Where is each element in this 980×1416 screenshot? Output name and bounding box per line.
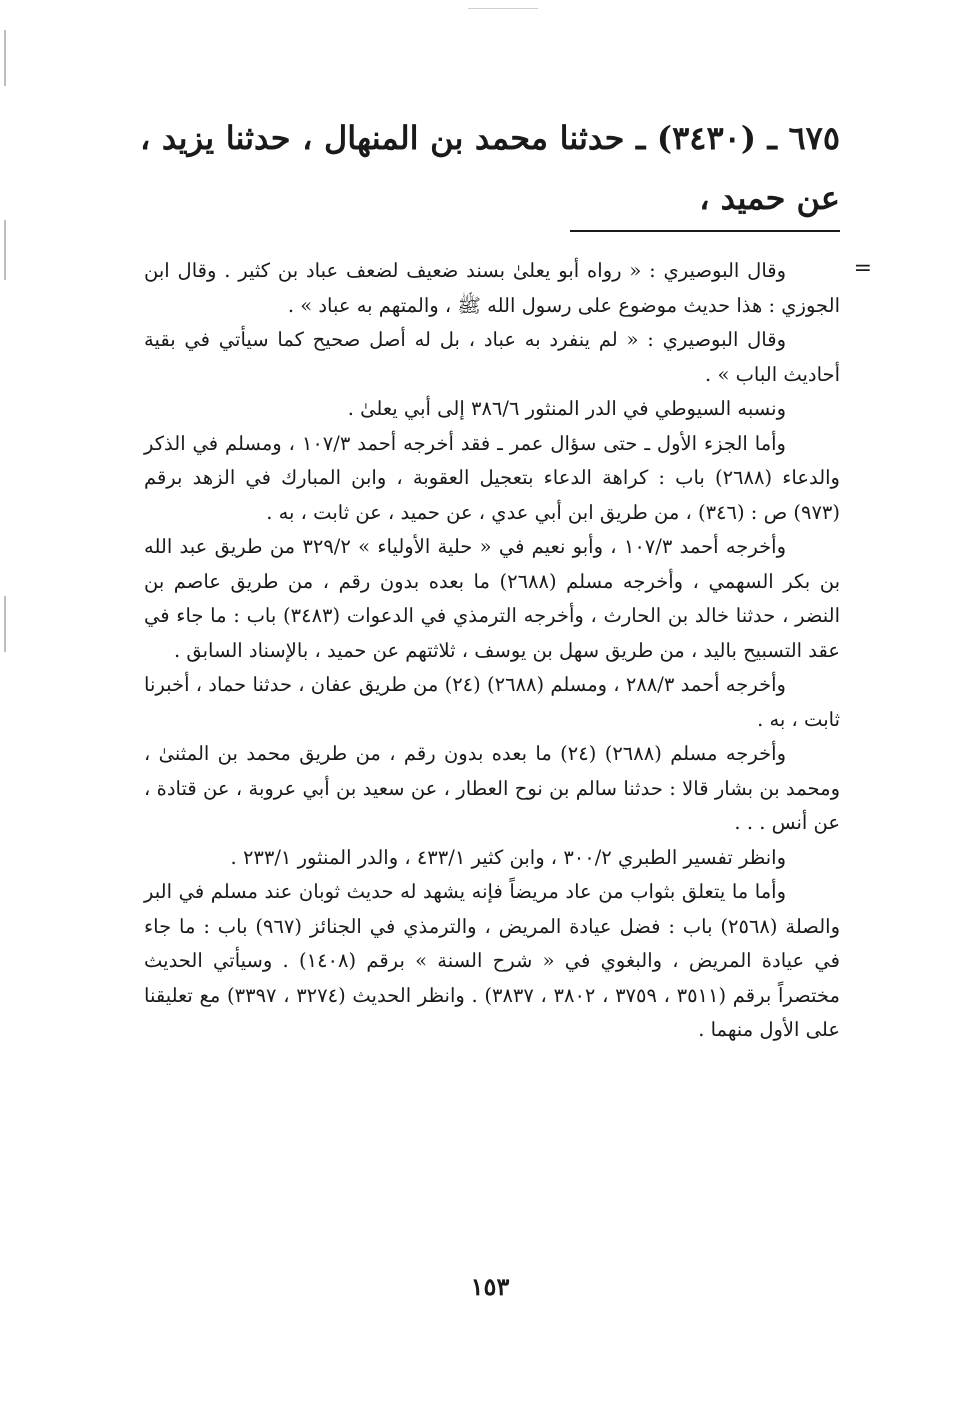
- footnote-separator: [570, 230, 840, 232]
- page-number: ١٥٣: [470, 1272, 510, 1301]
- footnote-paragraph: وأخرجه أحمد ١٠٧/٣ ، وأبو نعيم في « حلية الأولياء » ٣٢٩/٢ من طريق عبد الله بن بكر السهمي ، وأخرجه مسلم (٢٦٨٨) ما بعده بدون رقم ، من طريق عاصم بن النضر ، حدثنا خالد بن الحارث ، وأخرجه الترمذي في الدعوات (٣٤٨٣) باب : ما جاء في عقد التسبيح باليد ، من طريق سهل بن يوسف ، ثلاثتهم عن حميد ، بالإسناد السابق .: [144, 535, 840, 662]
- footnote-paragraph: وقال البوصيري : « رواه أبو يعلىٰ بسند ضعيف لضعف عباد بن كثير . وقال ابن الجوزي : هذا حديث موضوع على رسول الله ﷺ ، والمتهم به عباد » .: [144, 259, 840, 317]
- footnote-paragraph: وانظر تفسير الطبري ٣٠٠/٢ ، وابن كثير ٤٣٣/١ ، والدر المنثور ٢٣٣/١ .: [230, 845, 786, 869]
- scan-edge-left: [4, 220, 6, 280]
- scan-edge-left: [4, 30, 6, 86]
- footnote-paragraph: وأخرجه مسلم (٢٦٨٨) (٢٤) ما بعده بدون رقم ، من طريق محمد بن المثنىٰ ، ومحمد بن بشار قالا : حدثنا سالم بن نوح العطار ، عن سعيد بن أبي عروبة ، عن قتادة ، عن أنس . . .: [144, 742, 840, 834]
- scan-edge-top: [468, 8, 538, 9]
- footnote-paragraph: وأما الجزء الأول ـ حتى سؤال عمر ـ فقد أخرجه أحمد ١٠٧/٣ ، ومسلم في الذكر والدعاء (٢٦٨٨) باب : كراهة الدعاء بتعجيل العقوبة ، وابن المبارك في الزهد برقم (٩٧٣) ص : (٣٤٦) ، من طريق ابن أبي عدي ، عن حميد ، عن ثابت ، به .: [144, 431, 840, 524]
- scan-edge-left: [4, 596, 6, 652]
- footnote-paragraph: ونسبه السيوطي في الدر المنثور ٣٨٦/٦ إلى أبي يعلىٰ .: [347, 397, 786, 420]
- footnote-paragraph: وأخرجه أحمد ٢٨٨/٣ ، ومسلم (٢٦٨٨) (٢٤) من طريق عفان ، حدثنا حماد ، أخبرنا ثابت ، به .: [144, 673, 840, 731]
- footnote-paragraph: وقال البوصيري : « لم ينفرد به عباد ، بل له أصل صحيح كما سيأتي في بقية أحاديث الباب » .: [144, 328, 840, 386]
- footnote-paragraph: وأما ما يتعلق بثواب من عاد مريضاً فإنه يشهد له حديث ثوبان عند مسلم في البر والصلة (٢٥٦٨) باب : فضل عيادة المريض ، والترمذي في الجنائز (٩٦٧) باب : ما جاء في عيادة المريض ، والبغوي في « شرح السنة » برقم (١٤٠٨) . وسيأتي الحديث مختصراً برقم (٣٥١١ ، ٣٧٥٩ ، ٣٨٠٢ ، ٣٨٣٧) . وانظر الحديث (٣٢٧٤ ، ٣٣٩٧) مع تعليقنا على الأول منهما .: [144, 880, 840, 1041]
- footnotes-section: [144, 254, 840, 1048]
- hadith-heading: [140, 108, 840, 228]
- footnote-continuation-mark: =: [853, 256, 872, 281]
- hadith-text: ٦٧٥ ـ (٣٤٣٠) ـ حدثنا محمد بن المنهال ، حدثنا يزيد ، عن حميد ،: [140, 119, 841, 217]
